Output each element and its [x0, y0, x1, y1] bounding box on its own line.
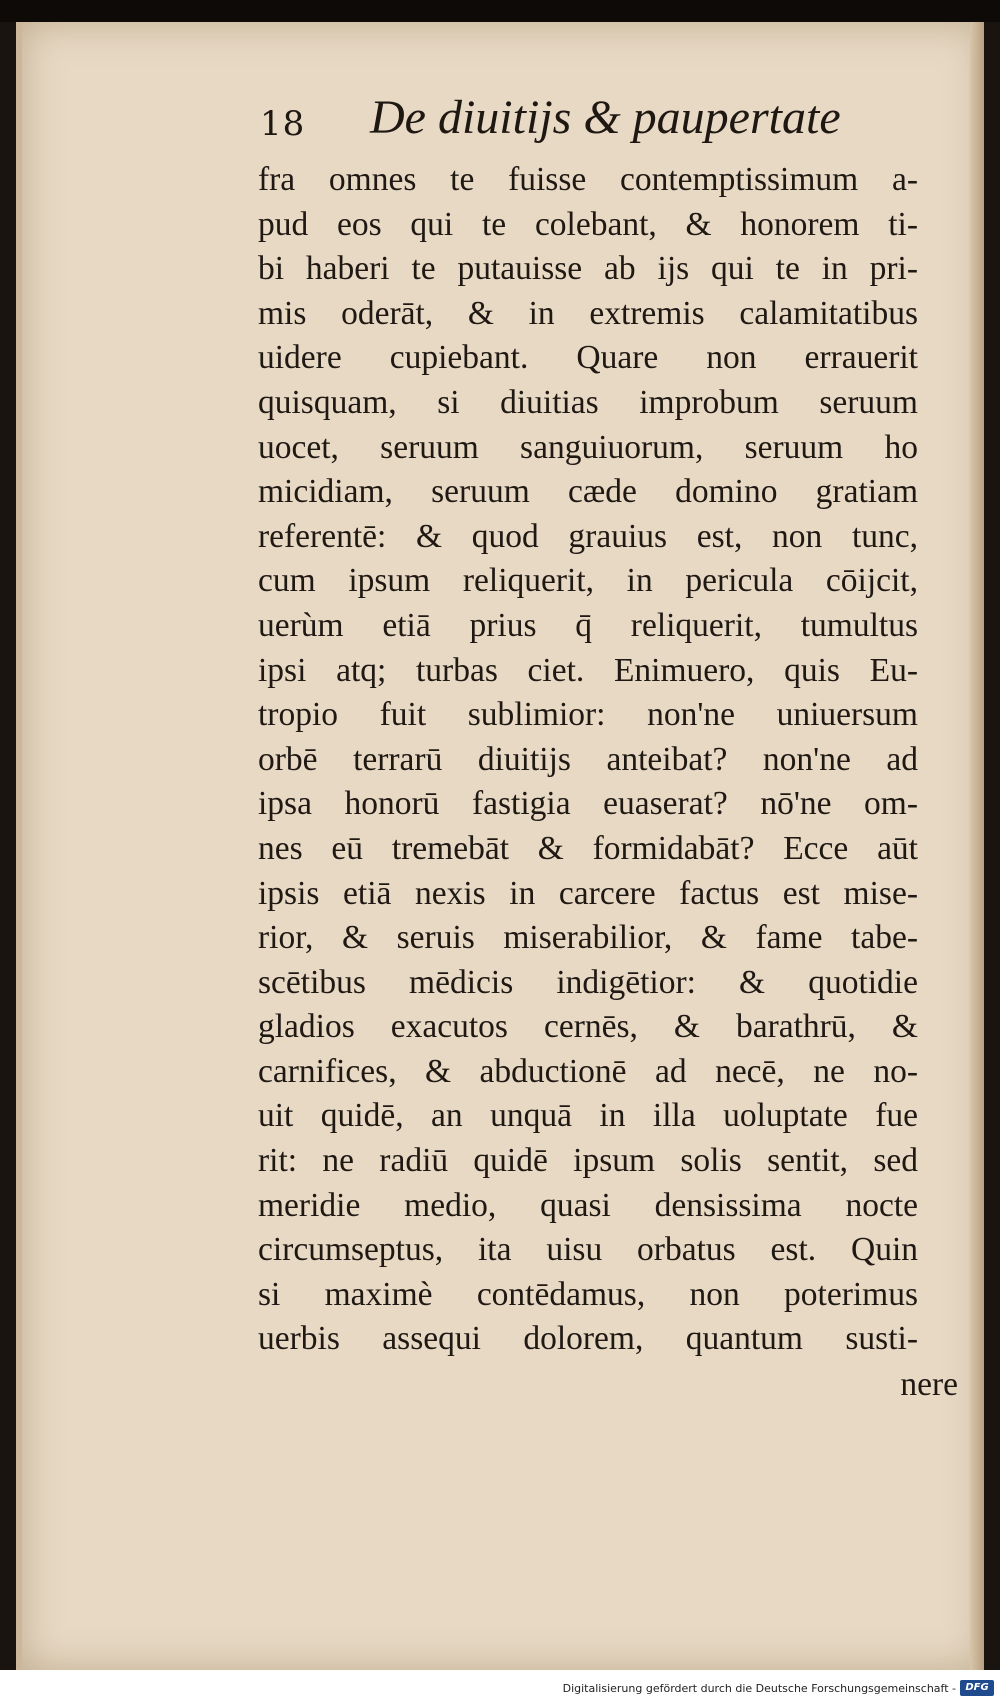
top-border — [0, 0, 1000, 22]
text-line: cum ipsum reliquerit, in pericula cōijcit, — [258, 562, 918, 600]
text-line: uit quidē, an unquā in illa uoluptate fue — [258, 1097, 918, 1135]
text-line: pud eos qui te colebant, & honorem ti- — [258, 205, 918, 243]
text-line: tropio fuit sublimior: non'ne uniuersum — [258, 696, 918, 734]
page-edge — [970, 22, 984, 1670]
text-line: quisquam, si diuitias improbum seruum — [258, 383, 918, 421]
text-line: rit: ne radiū quidē ipsum solis sentit, sed — [258, 1142, 918, 1180]
text-line: ipsa honorū fastigia euaserat? nō'ne om- — [258, 785, 918, 823]
text-line: bi haberi te putauisse ab ijs qui te in pri- — [258, 250, 918, 288]
digitization-credit: Digitalisierung gefördert durch die Deutsche Forschungsgemeinschaft - — [562, 1682, 956, 1695]
body-text — [258, 158, 918, 1362]
text-line: si maximè contēdamus, non poterimus — [258, 1275, 918, 1313]
text-line: circumseptus, ita uisu orbatus est. Quin — [258, 1231, 918, 1269]
text-line: scētibus mēdicis indigētior: & quotidie — [258, 963, 918, 1001]
running-title: De diuitijs & paupertate — [370, 91, 841, 144]
text-line: meridie medio, quasi densissima nocte — [258, 1186, 918, 1224]
text-line: carnifices, & abductionē ad necē, ne no- — [258, 1052, 918, 1090]
text-line: ipsis etiā nexis in carcere factus est mise- — [258, 874, 918, 912]
text-line: uidere cupiebant. Quare non errauerit — [258, 339, 918, 377]
page-number: 18 — [260, 104, 306, 144]
text-line: uocet, seruum sanguiuorum, seruum ho — [258, 428, 918, 466]
footer-bar — [0, 1670, 1000, 1708]
text-line: gladios exacutos cernēs, & barathrū, & — [258, 1008, 918, 1046]
text-line: mis oderāt, & in extremis calamitatibus — [258, 294, 918, 332]
catchword: nere — [900, 1366, 958, 1403]
text-line: uerùm etiā prius q̄ reliquerit, tumultus — [258, 606, 918, 644]
text-line: nes eū tremebāt & formidabāt? Ecce aūt — [258, 829, 918, 867]
text-line: micidiam, seruum cæde domino gratiam — [258, 473, 918, 511]
page-header — [260, 84, 900, 164]
text-line: orbē terrarū diuitijs anteibat? non'ne ad — [258, 740, 918, 778]
text-line: referentē: & quod grauius est, non tunc, — [258, 517, 918, 555]
text-line: ipsi atq; turbas ciet. Enimuero, quis Eu- — [258, 651, 918, 689]
text-line: rior, & seruis miserabilior, & fame tabe- — [258, 919, 918, 957]
dfg-logo-icon: DFG — [960, 1680, 994, 1696]
text-line: uerbis assequi dolorem, quantum susti- — [258, 1320, 918, 1358]
text-line: fra omnes te fuisse contemptissimum a- — [258, 161, 918, 198]
